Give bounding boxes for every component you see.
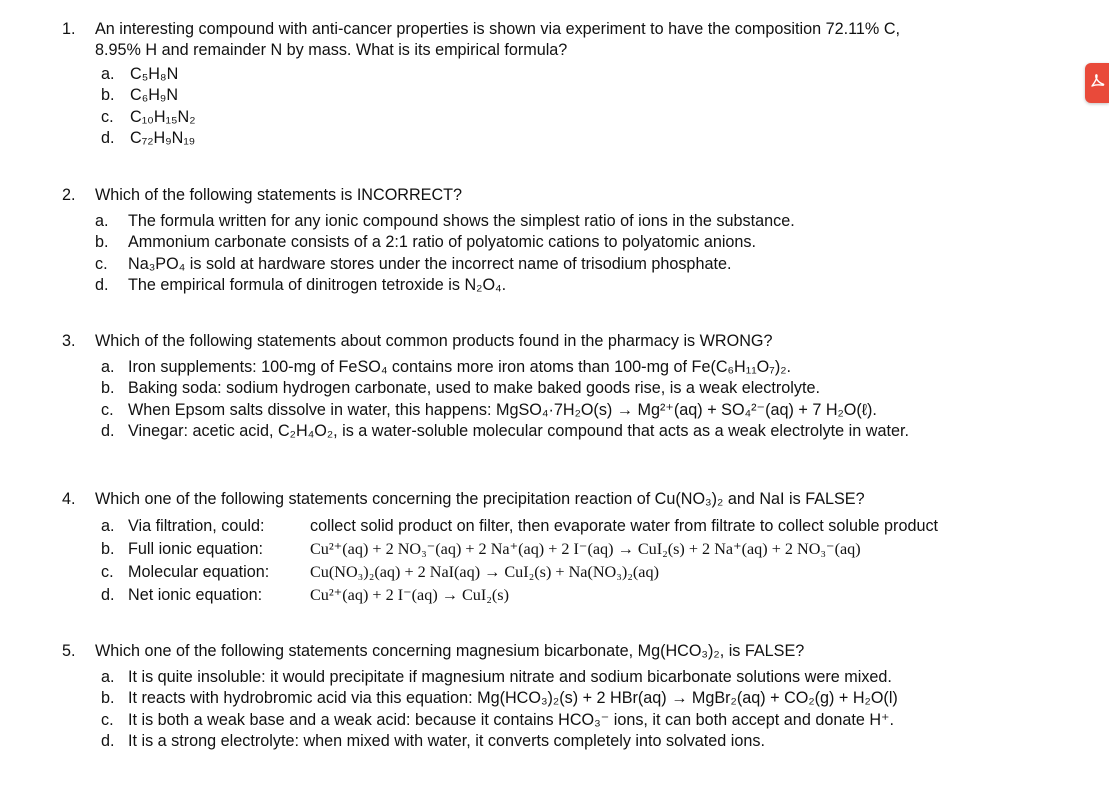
question-text: Which one of the following statements concerning magnesium bicarbonate, Mg(HCO₃)₂, is FALSE? bbox=[95, 642, 805, 660]
question-2 bbox=[62, 185, 1085, 296]
option-a bbox=[62, 667, 1085, 688]
option-c bbox=[62, 254, 1085, 275]
option-text: C₆H₉N bbox=[130, 86, 179, 105]
option-text: Ammonium carbonate consists of a 2:1 ratio of polyatomic cations to polyatomic anions. bbox=[128, 233, 757, 252]
question-number: 4. bbox=[62, 490, 76, 508]
option-letter: c. bbox=[101, 710, 114, 729]
option-d bbox=[62, 275, 1085, 296]
question-text: Which one of the following statements concerning the precipitation reaction of Cu(NO₃)₂ and NaI is FALSE? bbox=[95, 490, 865, 508]
option-text: It reacts with hydrobromic acid via this equation: Mg(HCO₃)₂(s) + 2 HBr(aq) → MgBr₂(aq) + CO₂(g) + H₂O(l) bbox=[128, 689, 898, 708]
option-text: Na₃PO₄ is sold at hardware stores under the incorrect name of trisodium phosphate. bbox=[128, 254, 732, 273]
option-text: It is a strong electrolyte: when mixed with water, it converts completely into solvated ions. bbox=[128, 731, 765, 750]
option-b bbox=[62, 232, 1085, 253]
option-letter: c. bbox=[101, 400, 114, 419]
option-text: Iron supplements: 100-mg of FeSO₄ contains more iron atoms than 100-mg of Fe(C₆H₁₁O₇)₂. bbox=[128, 358, 791, 376]
option-letter: a. bbox=[101, 517, 115, 535]
option-b bbox=[62, 688, 1085, 709]
option-c bbox=[62, 400, 1085, 421]
option-text: collect solid product on filter, then evaporate water from filtrate to collect soluble product bbox=[310, 517, 939, 535]
option-letter: b. bbox=[101, 379, 115, 398]
option-letter: a. bbox=[101, 65, 115, 83]
option-letter: c. bbox=[101, 107, 114, 126]
option-d bbox=[62, 731, 1085, 752]
question-3 bbox=[62, 331, 1085, 442]
question-1 bbox=[62, 19, 1085, 149]
option-letter: a. bbox=[95, 212, 109, 230]
option-d bbox=[62, 585, 1085, 608]
option-text: It is quite insoluble: it would precipitate if magnesium nitrate and sodium bicarbonate solutions were mixed. bbox=[128, 668, 892, 686]
acrobat-button[interactable] bbox=[1085, 63, 1109, 103]
option-letter: d. bbox=[101, 731, 115, 750]
option-letter: a. bbox=[101, 358, 115, 376]
option-letter: d. bbox=[101, 128, 115, 147]
option-letter: a. bbox=[101, 668, 115, 686]
option-a bbox=[62, 64, 1085, 85]
option-letter: c. bbox=[101, 563, 114, 581]
option-d bbox=[62, 421, 1085, 442]
option-label: Via filtration, could: bbox=[128, 517, 265, 535]
question-number: 1. bbox=[62, 20, 76, 38]
option-label: Molecular equation: bbox=[128, 563, 270, 581]
option-label: Net ionic equation: bbox=[128, 586, 263, 604]
option-text: Cu(NO₃)₂(aq) + 2 NaI(aq) → CuI₂(s) + Na(NO₃)₂(aq) bbox=[310, 563, 659, 581]
question-number: 5. bbox=[62, 642, 76, 660]
option-b bbox=[62, 85, 1085, 106]
question-text: Which of the following statements about common products found in the pharmacy is WRONG? bbox=[95, 332, 773, 350]
option-letter: b. bbox=[101, 540, 115, 558]
option-c bbox=[62, 107, 1085, 128]
option-letter: b. bbox=[101, 689, 115, 708]
option-text: Baking soda: sodium hydrogen carbonate, used to make baked goods rise, is a weak electrolyte. bbox=[128, 379, 820, 398]
question-5 bbox=[62, 641, 1085, 752]
option-label: Full ionic equation: bbox=[128, 540, 263, 558]
option-text: The empirical formula of dinitrogen tetroxide is N₂O₄. bbox=[128, 275, 507, 294]
option-text: C₇₂H₉N₁₉ bbox=[130, 128, 196, 147]
question-number: 3. bbox=[62, 332, 76, 350]
option-c bbox=[62, 710, 1085, 731]
option-letter: d. bbox=[101, 421, 115, 440]
option-letter: b. bbox=[95, 233, 109, 252]
option-text: The formula written for any ionic compound shows the simplest ratio of ions in the substance. bbox=[128, 212, 795, 230]
acrobat-icon bbox=[1089, 73, 1105, 94]
question-number: 2. bbox=[62, 186, 76, 204]
option-a bbox=[62, 516, 1085, 539]
option-a bbox=[62, 211, 1085, 232]
option-text: Cu²⁺(aq) + 2 I⁻(aq) → CuI₂(s) bbox=[310, 586, 509, 604]
option-b bbox=[62, 378, 1085, 399]
question-text: Which of the following statements is INCORRECT? bbox=[95, 186, 463, 204]
option-text: C₁₀H₁₅N₂ bbox=[130, 107, 196, 126]
option-b bbox=[62, 539, 1085, 562]
question-4 bbox=[62, 489, 1085, 608]
option-text: It is both a weak base and a weak acid: because it contains HCO₃⁻ ions, it can both accept and donate H⁺. bbox=[128, 710, 895, 729]
option-a bbox=[62, 357, 1085, 378]
option-c bbox=[62, 562, 1085, 585]
option-letter: c. bbox=[95, 254, 108, 273]
option-text: Cu²⁺(aq) + 2 NO₃⁻(aq) + 2 Na⁺(aq) + 2 I⁻(aq) → CuI₂(s) + 2 Na⁺(aq) + 2 NO₃⁻(aq) bbox=[310, 540, 861, 558]
question-text-continued: 8.95% H and remainder N by mass. What is its empirical formula? bbox=[95, 41, 568, 59]
option-text: C₅H₈N bbox=[130, 65, 179, 83]
option-text: When Epsom salts dissolve in water, this happens: MgSO₄·7H₂O(s) → Mg²⁺(aq) + SO₄²⁻(aq) + 7 H₂O(ℓ). bbox=[128, 400, 877, 419]
option-letter: d. bbox=[101, 586, 115, 604]
question-text: An interesting compound with anti-cancer properties is shown via experiment to have the composition 72.11% C, bbox=[95, 20, 901, 38]
option-letter: d. bbox=[95, 275, 109, 294]
option-d bbox=[62, 128, 1085, 149]
option-text: Vinegar: acetic acid, C₂H₄O₂, is a water-soluble molecular compound that acts as a weak electrolyte in water. bbox=[128, 421, 909, 440]
option-letter: b. bbox=[101, 86, 115, 105]
